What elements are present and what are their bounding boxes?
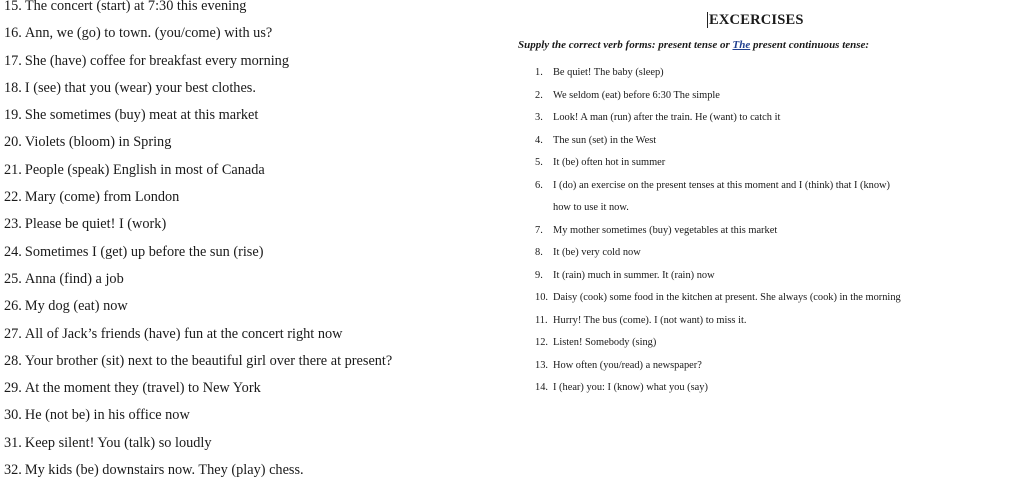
item-text: It (rain) much in summer. It (rain) now [553, 269, 715, 281]
item-text: Sometimes I (get) up before the sun (rise) [24, 243, 264, 260]
item-text: Hurry! The bus (come). I (not want) to miss it. [553, 314, 747, 326]
list-item [4, 131, 504, 158]
list-item [4, 159, 504, 186]
exercise-list-continued [4, 0, 504, 486]
item-number: 18. [4, 79, 22, 96]
list-item [535, 85, 1010, 108]
item-number: 28. [4, 352, 22, 369]
item-text: My dog (eat) now [24, 298, 128, 315]
list-item [535, 152, 1010, 175]
item-text: It (be) often hot in summer [553, 157, 666, 168]
list-item [535, 130, 1010, 153]
list-item [535, 242, 1010, 265]
item-text: Your brother (sit) next to the beautiful girl over there at present? [24, 352, 393, 369]
item-number: 20. [4, 134, 22, 151]
item-number: 4. [535, 134, 543, 146]
item-number: 7. [535, 224, 543, 236]
list-item [4, 22, 504, 49]
list-item [4, 432, 504, 459]
item-text: People (speak) English in most of Canada [24, 161, 265, 178]
item-number: 16. [4, 25, 22, 42]
item-number: 21. [4, 161, 22, 178]
item-text: Daisy (cook) some food in the kitchen at present. She always (cook) in the morning [553, 292, 901, 303]
list-item-continuation: how to use it now. [553, 202, 629, 213]
item-text: How often (you/read) a newspaper? [553, 359, 702, 371]
list-item [4, 350, 504, 377]
item-number: 15. [4, 0, 22, 14]
item-number: 23. [4, 216, 22, 233]
item-text: Listen! Somebody (sing) [553, 337, 657, 348]
instruction-before: Supply the correct verb forms: present tense or [518, 39, 733, 51]
item-number: 26. [4, 298, 22, 315]
item-text: The sun (set) in the West [553, 134, 657, 146]
item-number: 14. [535, 382, 548, 393]
instruction-after: present continuous tense: [750, 39, 870, 51]
list-item [4, 186, 504, 213]
item-number: 3. [535, 112, 543, 123]
page-title: EXCERCISES [709, 12, 804, 28]
item-text: Be quiet! The baby (sleep) [553, 67, 664, 78]
list-item [4, 268, 504, 295]
item-text: Look! A man (run) after the train. He (want) to catch it [553, 112, 781, 123]
instruction-link[interactable]: The [732, 39, 751, 51]
list-item [4, 377, 504, 404]
list-item [535, 287, 1010, 310]
item-text: The concert (start) at 7:30 this evening [24, 0, 247, 14]
item-text: My mother sometimes (buy) vegetables at this market [553, 224, 778, 236]
item-text: She (have) coffee for breakfast every morning [24, 52, 289, 69]
item-number: 25. [4, 270, 22, 287]
list-item [535, 355, 1010, 378]
item-number: 9. [535, 269, 543, 281]
instruction-text [518, 39, 869, 51]
list-item [4, 104, 504, 131]
item-number: 10. [535, 292, 548, 303]
item-text: At the moment they (travel) to New York [24, 380, 261, 397]
list-item [535, 310, 1010, 333]
list-item [535, 220, 1010, 243]
item-text: I (do) an exercise on the present tenses at this moment and I (think) that I (know) [553, 179, 891, 191]
item-text: My kids (be) downstairs now. They (play) chess. [24, 462, 304, 479]
list-item [535, 265, 1010, 288]
exercises-panel [515, 0, 1015, 498]
list-item [4, 404, 504, 431]
item-number: 13. [535, 359, 548, 371]
item-text: We seldom (eat) before 6:30 The simple [553, 89, 720, 101]
item-number: 6. [535, 179, 543, 191]
item-number: 22. [4, 189, 22, 206]
item-number: 27. [4, 325, 22, 342]
list-item [4, 77, 504, 104]
item-number: 19. [4, 107, 22, 124]
item-number: 1. [535, 67, 543, 78]
list-item [4, 0, 504, 22]
list-item [535, 175, 1010, 198]
item-text: I (hear) you: I (know) what you (say) [553, 382, 708, 393]
item-text: Anna (find) a job [24, 270, 124, 287]
item-text: It (be) very cold now [553, 247, 641, 258]
item-number: 12. [535, 337, 548, 348]
list-item [535, 62, 1010, 85]
item-text: Violets (bloom) in Spring [24, 134, 172, 151]
item-number: 24. [4, 243, 22, 260]
item-number: 31. [4, 434, 22, 451]
item-text: Keep silent! You (talk) so loudly [24, 434, 212, 451]
item-text: She sometimes (buy) meat at this market [24, 107, 259, 124]
item-number: 11. [535, 314, 548, 326]
item-text: All of Jack’s friends (have) fun at the concert right now [24, 325, 343, 342]
item-text: Please be quiet! I (work) [24, 216, 167, 233]
item-number: 5. [535, 157, 543, 168]
item-text: Mary (come) from London [24, 189, 180, 206]
list-item [4, 241, 504, 268]
list-item [535, 332, 1010, 355]
item-text: I (see) that you (wear) your best clothes. [24, 79, 256, 96]
item-number: 30. [4, 407, 22, 424]
list-item [535, 107, 1010, 130]
item-number: 29. [4, 380, 22, 397]
item-number: 17. [4, 52, 22, 69]
item-number: 32. [4, 462, 22, 479]
item-number: 2. [535, 89, 543, 101]
list-item [4, 295, 504, 322]
list-item [4, 213, 504, 240]
exercise-list [535, 62, 1010, 400]
list-item [535, 377, 1010, 400]
list-item [4, 459, 504, 486]
item-text: He (not be) in his office now [24, 407, 190, 424]
list-item [4, 323, 504, 350]
item-number: 8. [535, 247, 543, 258]
item-text: Ann, we (go) to town. (you/come) with us? [24, 25, 273, 42]
list-item [4, 50, 504, 77]
